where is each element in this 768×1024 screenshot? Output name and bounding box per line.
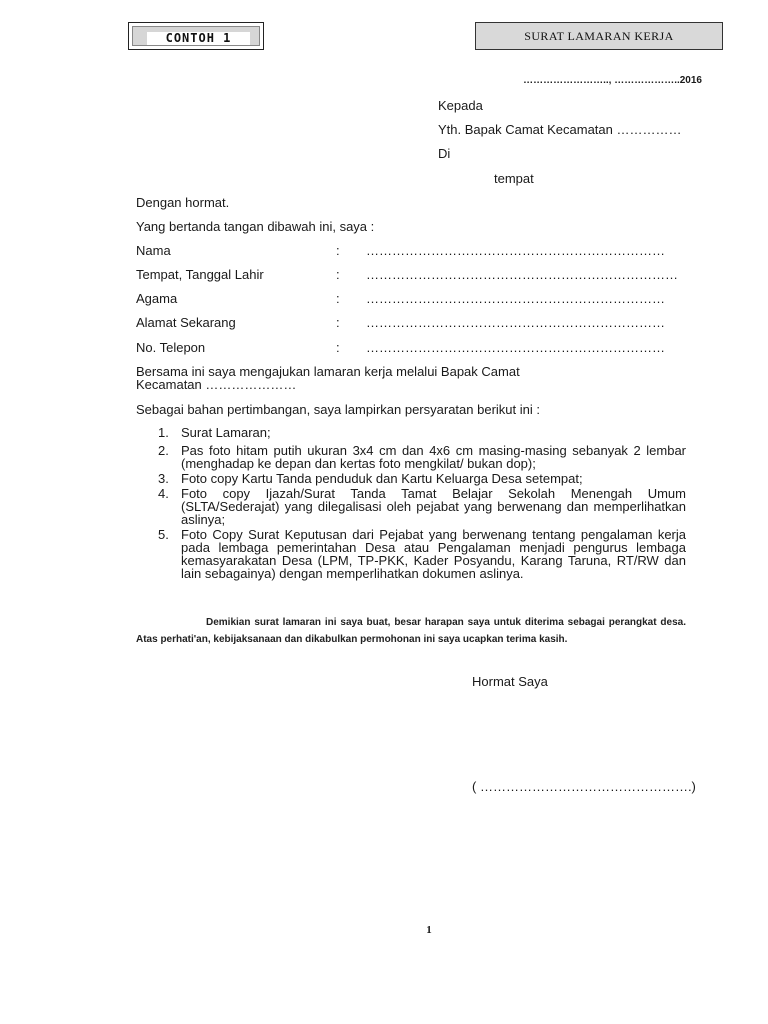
field-value-placeholder: …………………………………………………………… — [366, 291, 665, 306]
field-colon: : — [336, 315, 340, 330]
list-item-text: Foto Copy Surat Keputusan dari Pejabat yang berwenang tentang pengalaman kerja pada lembaga pemerintahan Desa atau Pengalaman menjadi pengurus lembaga kemasyarakatan Desa (LPM, TP-PKK, Kader Posyandu, Karang Taruna, RT/RW dan lain sebagainya) dengan memperlihatkan dokumen aslinya. — [181, 527, 686, 581]
field-value-placeholder: …………………………………………………………… — [366, 315, 665, 330]
field-colon: : — [336, 291, 340, 306]
addressee-place: tempat — [494, 171, 534, 186]
list-item-text: Surat Lamaran; — [181, 425, 271, 440]
field-row-agama — [136, 291, 696, 306]
addressee-at: Di — [438, 146, 451, 161]
signature-salutation: Hormat Saya — [472, 674, 548, 689]
field-row-nama — [136, 243, 696, 258]
field-label: Tempat, Tanggal Lahir — [136, 267, 264, 282]
intro-line: Yang bertanda tangan dibawah ini, saya : — [136, 219, 375, 234]
list-item — [136, 426, 686, 439]
field-value-placeholder: …………………………………………………………… — [366, 243, 665, 258]
field-value-placeholder: ……………………………………………………………… — [366, 267, 678, 282]
list-item-text: Foto copy Kartu Tanda penduduk dan Kartu Keluarga Desa setempat; — [181, 471, 583, 486]
field-row-tempat-tanggal-lahir — [136, 267, 696, 282]
document-title: SURAT LAMARAN KERJA — [475, 22, 723, 50]
list-item-number: 3. — [158, 471, 169, 486]
field-colon: : — [336, 267, 340, 282]
example-label: CONTOH 1 — [147, 32, 250, 45]
addressee-recipient: Yth. Bapak Camat Kecamatan …………… — [438, 122, 682, 137]
list-item — [136, 444, 686, 470]
field-label: Alamat Sekarang — [136, 315, 236, 330]
page-number: 1 — [426, 924, 432, 936]
greeting: Dengan hormat. — [136, 195, 230, 210]
list-item-text: Pas foto hitam putih ukuran 3x4 cm dan 4x6 cm masing-masing sebanyak 2 lembar (menghadap ke depan dan kertas foto mengkilat/ bukan dop); — [181, 443, 686, 471]
list-item-number: 5. — [158, 527, 169, 542]
field-row-alamat-sekarang — [136, 315, 696, 330]
field-colon: : — [336, 243, 340, 258]
list-item — [136, 472, 686, 485]
list-item — [136, 528, 686, 580]
list-item-number: 1. — [158, 425, 169, 440]
list-item-number: 4. — [158, 486, 169, 501]
field-value-placeholder: …………………………………………………………… — [366, 340, 665, 355]
example-label-frame — [132, 26, 260, 46]
field-label: Nama — [136, 243, 171, 258]
list-item-text: Foto copy Ijazah/Surat Tanda Tamat Belajar Sekolah Menengah Umum (SLTA/Sederajat) yang dilegalisasi oleh pejabat yang berwenang dan memperlihatkan aslinya; — [181, 486, 686, 527]
signature-name-placeholder: ( ………………………………………….) — [472, 779, 696, 794]
date-line: …………………….., ………………..2016 — [523, 75, 702, 86]
requirements-list — [136, 426, 686, 582]
list-item-number: 2. — [158, 443, 169, 458]
field-row-no-telepon — [136, 340, 696, 355]
list-item — [136, 487, 686, 526]
attachment-intro: Sebagai bahan pertimbangan, saya lampirkan persyaratan berikut ini : — [136, 402, 540, 417]
example-label-box — [128, 22, 264, 50]
closing-paragraph: Demikian surat lamaran ini saya buat, besar harapan saya untuk diterima sebagai perangkat desa. Atas perhati'an, kebijaksanaan dan dikabulkan permohonan ini saya ucapkan terima kasih. — [136, 617, 686, 645]
application-paragraph: Bersama ini saya mengajukan lamaran kerja melalui Bapak Camat Kecamatan ………………… — [136, 364, 520, 392]
addressee-to: Kepada — [438, 98, 483, 113]
field-label: Agama — [136, 291, 178, 306]
field-label: No. Telepon — [136, 340, 206, 355]
field-colon: : — [336, 340, 340, 355]
